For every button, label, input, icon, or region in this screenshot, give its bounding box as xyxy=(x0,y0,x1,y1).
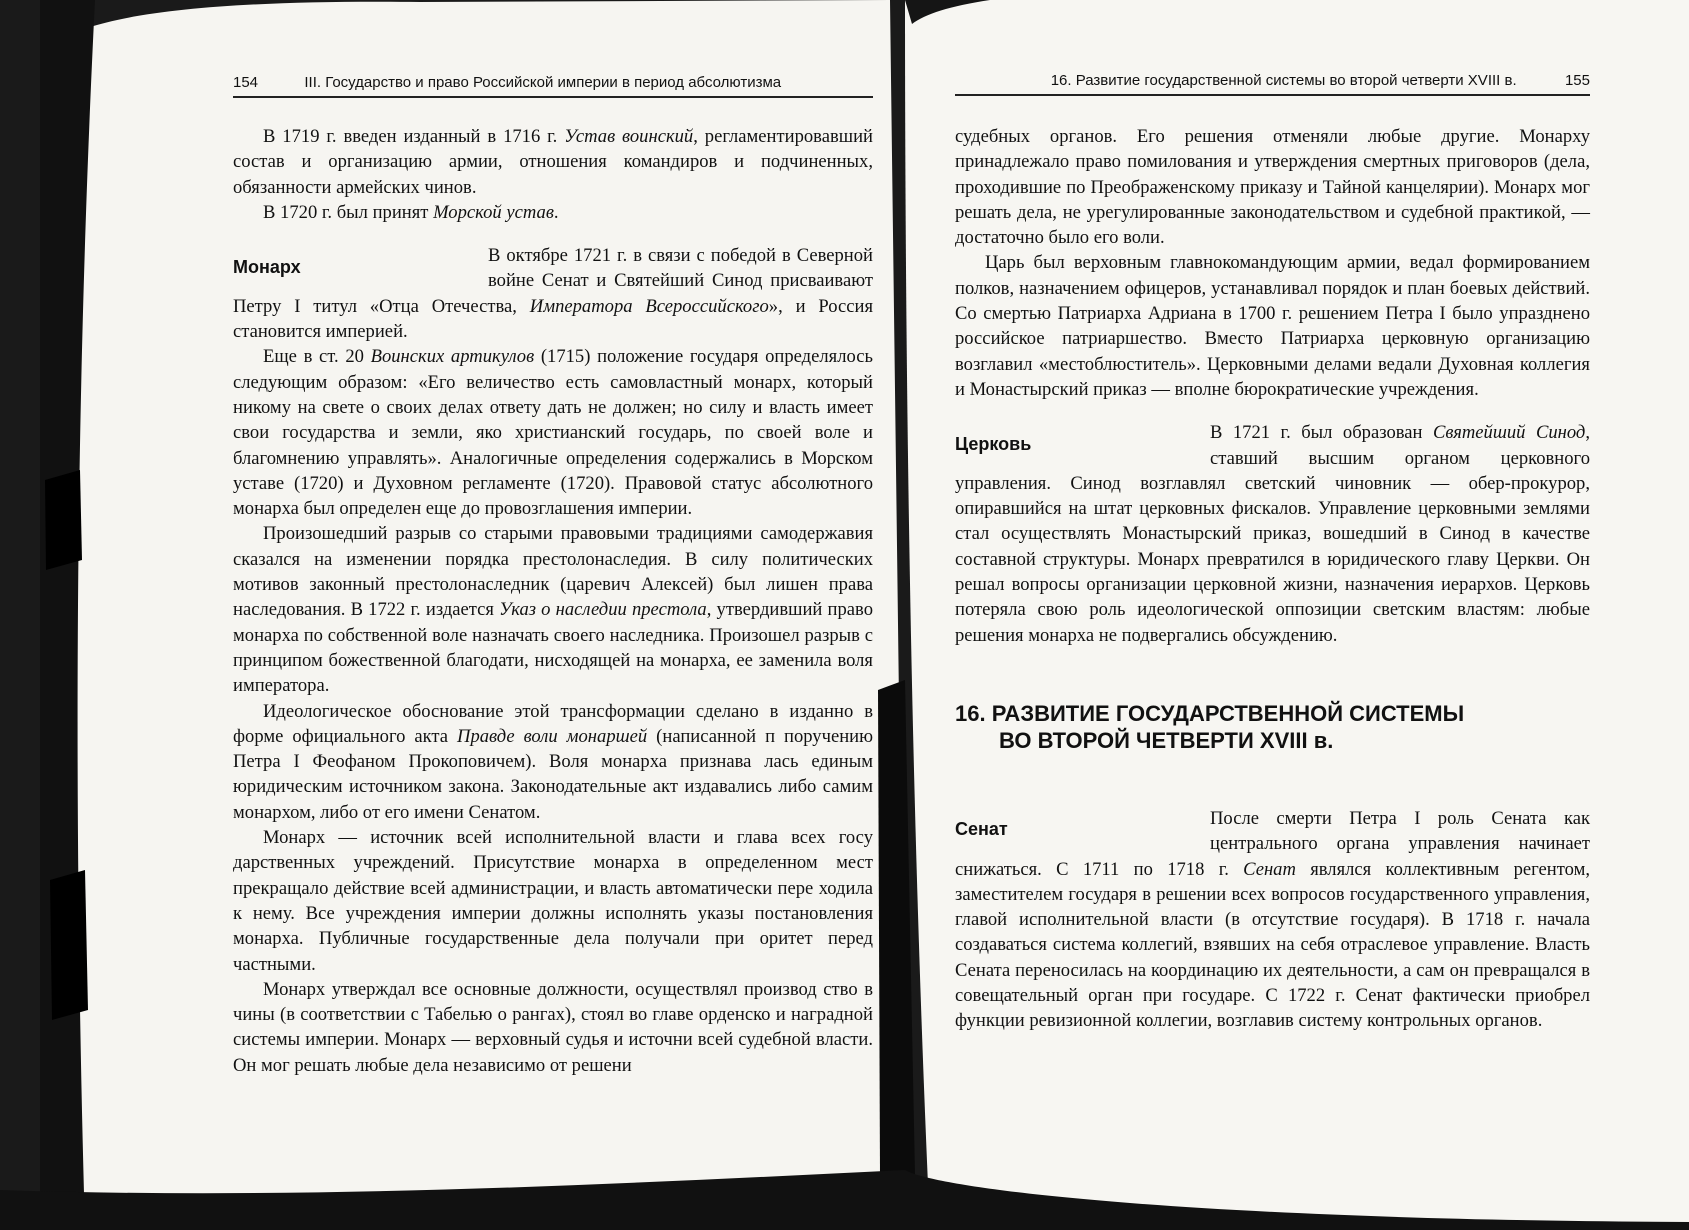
running-header-right xyxy=(955,72,1590,96)
running-title-right: 16. Развитие государственной системы во второй четверти XVIII в. xyxy=(1050,72,1517,89)
section-title: 16. РАЗВИТИЕ ГОСУДАРСТВЕННОЙ СИСТЕМЫ ВО ВТОРОЙ ЧЕТВЕРТИ XVIII в. xyxy=(955,700,1465,753)
paragraph: Произошедший разрыв со старыми правовыми традициями самодержавия сказался на изменении порядка престолонаследия. В силу политических мотивов законный престолонаследник (царевич Алексей) был лишен права наследования. В 1722 г. издается Указ о наследии престола, утвердивший право монарха по собственной воле назначать своего наследника. Произошел разрыв с принципом божественной благодати, нисходящей на монарха, ее заменила воля императора. xyxy=(233,523,873,697)
left-page-body xyxy=(233,124,873,1078)
page-number-left: 154 xyxy=(233,74,259,91)
paragraph: В 1721 г. был образован Святейший Синод, ставший высшим органом церковного управления. Синод возглавлял светский чиновник — обер-прокурор, опиравшийся на штат церковных фискалов. Управление церковными землями стал осуществлять Монастырский приказ, вошедший в Синод в качестве составной структуры. Монарх превратился в юридического главу Церкви. Он решал вопросы организации церковной жизни, назначения иерархов. Церковь потеряла свою роль идеологической оппозиции светским властям: любые решения монарха не подвергались обсуждению. xyxy=(955,422,1590,646)
paragraph: судебных органов. Его решения отменяли любые другие. Монарху принадлежало право помилования и утверждения смертных приговоров (дела, проходившие по Преображенскому приказу и Тайной канцелярии). Монарх мог решать дела, не урегулированные законодательством и судебной практикой, — достаточно было его воли. xyxy=(955,126,1590,249)
paragraph: В 1720 г. был принят Морской устав. xyxy=(263,201,559,223)
paragraph: Царь был верховным главнокомандующим армии, ведал формированием полков, назначением офицеров, устанавливал порядок и план боевых действий. Со смертью Патриарха Адриана в 1700 г. решением Петра I было упразднено российское патриаршество. Вместо Патриарха церковную организацию возглавил «местоблюститель». Церковными делами ведали Духовная коллегия и Монастырский приказ — вполне бюрократические учреждения. xyxy=(955,252,1590,400)
running-header-left xyxy=(233,74,873,98)
left-edge-mark xyxy=(45,470,82,570)
paragraph: Еще в ст. 20 Воинских артикулов (1715) положение государя определялось следующим образом: «Его величество есть самовластный монарх, который никому на свете о своих делах ответу дать не должен; но силу и власть имеет свои государства и земли, яко христианский государь, по своей воле и благомнению управлять». Аналогичные определения содержались в Морском уставе (1720) и Духовном регламенте (1720). Правовой статус абсолютного монарха был определен еще до провозглашения империи. xyxy=(233,346,874,520)
running-title-left: III. Государство и право Российской империи в период абсолютизма xyxy=(304,74,782,91)
paragraph: Идеологическое обоснование этой трансформации сделано в изданно в форме официального акта Правде воли монаршей (написанной п поручению Петра I Феофаном Прокоповичем). Воля монарха признава лась единым юридическим источником закона. Законодательные акт издавались либо самим монархом, либо от его имени Сенатом. xyxy=(233,700,873,823)
paragraph: Монарх утверждал все основные должности, осуществлял производ ство в чины (в соответствии с Табелью о рангах), стоял во главе орденско и наградной системы империи. Монарх — верховный судья и источни всей судебной власти. Он мог решать любые дела независимо от решени xyxy=(233,978,873,1076)
paragraph: В октябре 1721 г. в связи с победой в Северной войне Сенат и Святейший Синод присваивают Петру I титул «Отца Отечества, Императора Всероссийского», и Россия становится империей. xyxy=(233,245,874,343)
gutter-shadow-left xyxy=(878,680,915,1175)
page-number-right: 155 xyxy=(1564,72,1590,89)
paragraph: В 1719 г. введен изданный в 1716 г. Устав воинский, регламентировавший состав и организацию армии, отношения командиров и подчиненных, обязанности армейских чинов. xyxy=(233,126,873,198)
right-page xyxy=(955,0,1590,1230)
paragraph: После смерти Петра I роль Сената как центрального органа управления начинает снижаться. С 1711 по 1718 г. Сенат являлся коллективным регентом, заместителем государя в решении всех вопросов государственного управления, главой исполнительной власти (в отсутствие государя). В 1718 г. начала создаваться система коллегий, взявших на себя отраслевое управление. Власть Сената переносилась на координацию их деятельности, а сам он превращался в совещательный орган при государе. С 1722 г. Сенат фактически приобрел функции ревизионной коллегии, возглавив систему контрольных органов. xyxy=(955,807,1590,1032)
side-heading-monarch: Монарх xyxy=(233,256,301,277)
side-heading-senate: Сенат xyxy=(955,819,1008,840)
right-page-body xyxy=(955,124,1590,1034)
left-page xyxy=(233,0,873,1230)
paragraph: Монарх — источник всей исполнительной власти и глава всех госу дарственных учреждений. Присутствие монарха в определенном мест прекращало действие всей администрации, и власть автоматически пере ходила к нему. Все учреждения империи должны исполнять указы постановления монарха. Публичные государственные дела получали при оритет перед частными. xyxy=(233,827,873,975)
side-heading-church: Церковь xyxy=(955,433,1032,454)
left-edge-mark-2 xyxy=(50,870,88,1020)
